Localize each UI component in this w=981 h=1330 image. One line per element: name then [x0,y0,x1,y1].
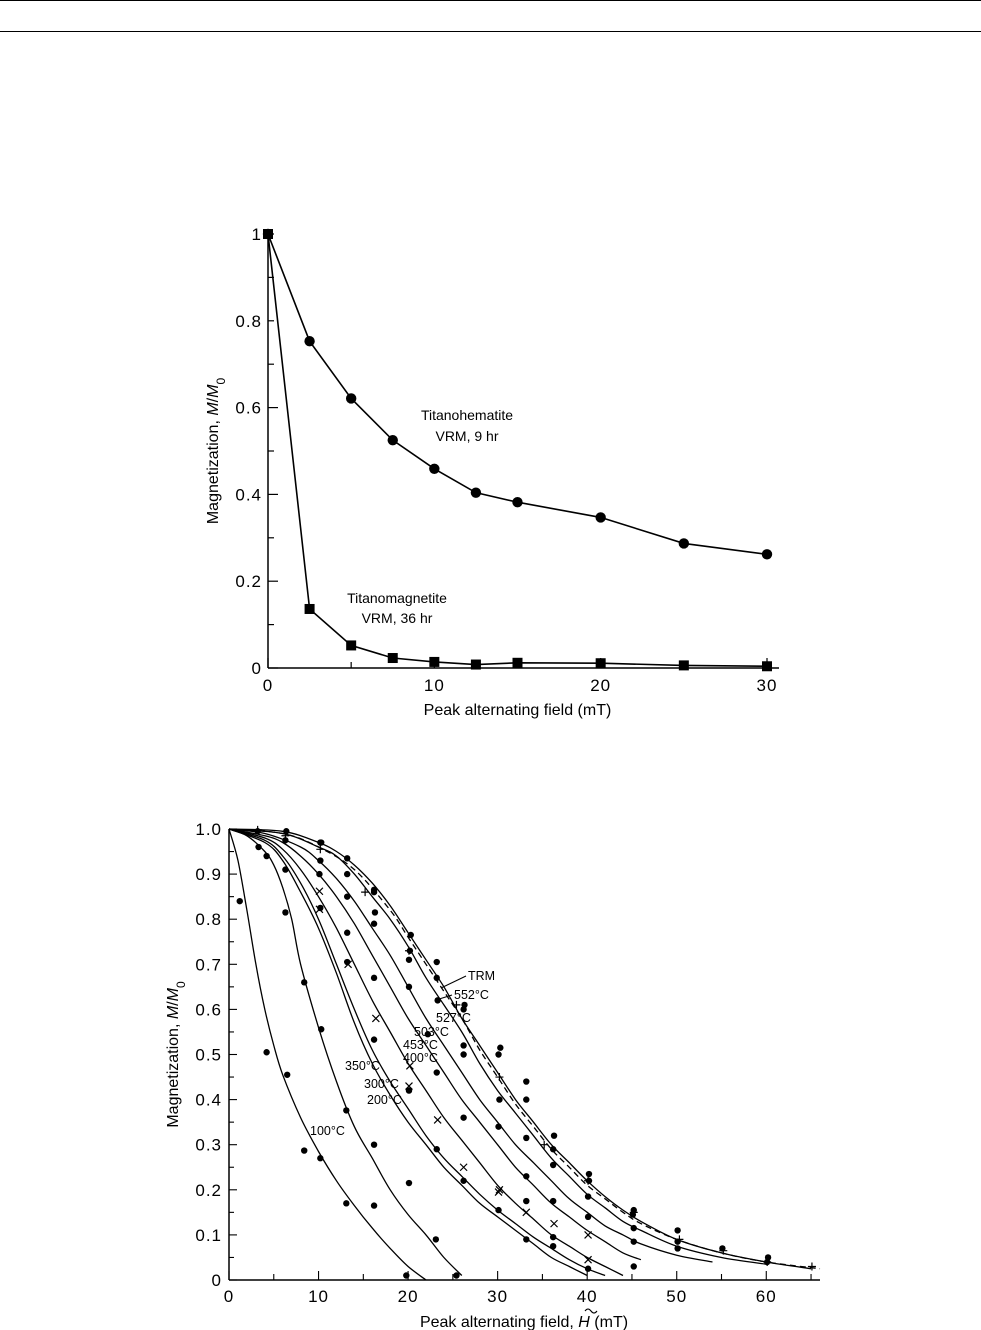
y-tick-label: 0.6 [195,1000,222,1020]
x-axis-label: Peak alternating field, H (mT) [419,1314,629,1330]
data-point-200c [282,909,288,915]
y-tick-label: 0.5 [195,1045,222,1065]
data-point-503c [496,1096,502,1102]
data-point-titanomagnetite [471,660,481,670]
data-point-200c [343,1107,349,1113]
data-point-100c [301,1147,307,1153]
data-point-400c [316,888,323,895]
data-point-552c [765,1254,771,1260]
data-point-titanomagnetite [679,660,689,670]
x-tick-label: 40 [576,1287,598,1306]
x-tick-label: 30 [756,676,778,695]
data-point-400c [631,1263,637,1269]
data-point-200c [371,1142,377,1148]
curve-label-300c: 300°C [364,1077,399,1091]
y-tick-label: 0.7 [195,955,222,975]
data-point-350c [551,1220,558,1227]
x-tick-label: 20 [590,676,612,695]
y-tick-label: 0.4 [195,1090,222,1110]
data-point-titanomagnetite [346,640,356,650]
data-point-453c [550,1198,556,1204]
data-point-trm [540,1141,548,1149]
data-point-100c [343,1200,349,1206]
data-point-titanohematite [471,487,481,497]
data-point-503c [460,1042,466,1048]
data-point-titanomagnetite [513,658,523,668]
data-point-400c [434,1069,440,1075]
curve-label-400c: 400°C [403,1051,438,1065]
y-tick-label: 0.3 [195,1135,222,1155]
data-point-350c [460,1164,467,1171]
y-tick-label: 0.2 [195,1180,222,1200]
data-point-titanohematite [762,549,772,559]
data-point-527c [344,871,350,877]
series-label-titanohematite-sub: VRM, 9 hr [435,428,499,444]
data-point-527c [523,1078,529,1084]
data-point-titanohematite [595,512,605,522]
data-point-453c [371,921,377,927]
data-point-titanohematite [429,464,439,474]
data-point-300c [371,1036,377,1042]
data-point-titanomagnetite [305,604,315,614]
data-point-503c [317,857,323,863]
curve-label-527c: 527°C [436,1011,471,1025]
data-point-552c [434,959,440,965]
y-tick-label: 1.0 [195,820,222,839]
data-point-503c [523,1135,529,1141]
data-point-552c [461,1002,467,1008]
series-label-titanomagnetite-sub: VRM, 36 hr [361,610,433,626]
curve-label-trm: TRM [468,969,496,983]
data-point-200c [453,1272,459,1278]
data-point-300c [523,1236,529,1242]
data-point-titanohematite [512,497,522,507]
data-point-100c [237,898,243,904]
data-point-100c [284,1072,290,1078]
series-line-titanomagnetite-vrm-36-hr [268,234,767,666]
data-point-titanohematite [388,435,398,445]
data-point-titanomagnetite [263,229,273,239]
data-point-503c [406,957,412,963]
data-point-titanohematite [679,538,689,548]
data-point-453c [460,1051,466,1057]
y-tick-label: 1 [251,225,262,244]
curve-label-350c: 350°C [345,1059,380,1073]
data-point-552c [551,1132,557,1138]
x-tick-label: 0 [262,676,274,695]
data-point-titanohematite [304,336,314,346]
data-point-400c [523,1198,529,1204]
x-tick-label: 30 [487,1287,509,1306]
y-tick-label: 0.4 [235,485,262,505]
x-tick-label: 0 [223,1287,235,1306]
data-point-titanohematite [346,393,356,403]
data-point-453c [523,1173,529,1179]
data-point-300c [255,844,261,850]
series-label-titanohematite: Titanohematite [420,407,514,423]
chart-vrm-decay [205,225,779,719]
data-point-453c [316,871,322,877]
x-tick-label: 60 [755,1287,777,1306]
data-point-200c [433,1236,439,1242]
x-axis-label: Peak alternating field (mT) [423,702,612,719]
curve-label-100c: 100°C [310,1124,345,1138]
data-point-titanomagnetite [388,653,398,663]
data-point-100c [403,1272,409,1278]
y-tick-label: 0.9 [195,865,222,885]
data-point-200c [301,979,307,985]
data-point-350c [372,1015,379,1022]
data-point-552c [586,1171,592,1177]
data-point-100c [371,1202,377,1208]
data-point-titanomagnetite [429,657,439,667]
x-tick-label: 10 [423,676,445,695]
data-point-552c [523,1096,529,1102]
y-tick-label: 0 [211,1271,222,1290]
data-point-400c [371,975,377,981]
y-tick-label: 0.8 [235,311,262,331]
data-point-titanomagnetite [762,661,772,671]
data-point-503c [372,909,378,915]
y-axis-label: Magnetization, $M/M_0$ [165,981,188,1128]
data-point-552c [344,855,350,861]
chart-trm-ptrm-decay [165,820,820,1330]
y-tick-label: 0.1 [195,1225,222,1245]
data-point-552c [317,839,323,845]
y-tick-label: 0.8 [195,910,222,930]
curve-label-552c: 552°C [454,988,489,1002]
curve-label-453c: 453°C [403,1038,438,1052]
data-point-552c [497,1045,503,1051]
leader-trm [441,976,466,988]
data-point-300c [282,866,288,872]
x-tick-label: 10 [308,1287,330,1306]
y-tick-label: 0.2 [235,572,262,592]
data-point-400c [460,1114,466,1120]
data-point-350c [434,1116,441,1123]
series-label-titanomagnetite: Titanomagnetite [347,590,447,606]
data-point-200c [318,1026,324,1032]
data-point-100c [263,1049,269,1055]
data-point-400c [550,1234,556,1240]
data-point-552c [674,1227,680,1233]
x-tick-label: 20 [397,1287,419,1306]
data-point-titanomagnetite [596,658,606,668]
curve-label-200c: 200°C [367,1093,402,1107]
x-tick-label: 50 [666,1287,688,1306]
data-point-527c [495,1051,501,1057]
data-point-300c [344,959,350,965]
data-point-400c [344,930,350,936]
data-point-trm [452,1001,460,1009]
y-tick-label: 0 [251,659,262,678]
data-point-100c [317,1155,323,1161]
data-point-200c [406,1180,412,1186]
data-point-200c [263,853,269,859]
y-axis-label: Magnetization, $M/M_0$ [205,377,228,525]
tilde-mark [585,1309,597,1313]
data-point-trm [808,1262,816,1270]
data-point-trm [361,888,369,896]
y-tick-label: 0.6 [235,398,262,418]
curve-label-503c: 503°C [414,1025,449,1039]
